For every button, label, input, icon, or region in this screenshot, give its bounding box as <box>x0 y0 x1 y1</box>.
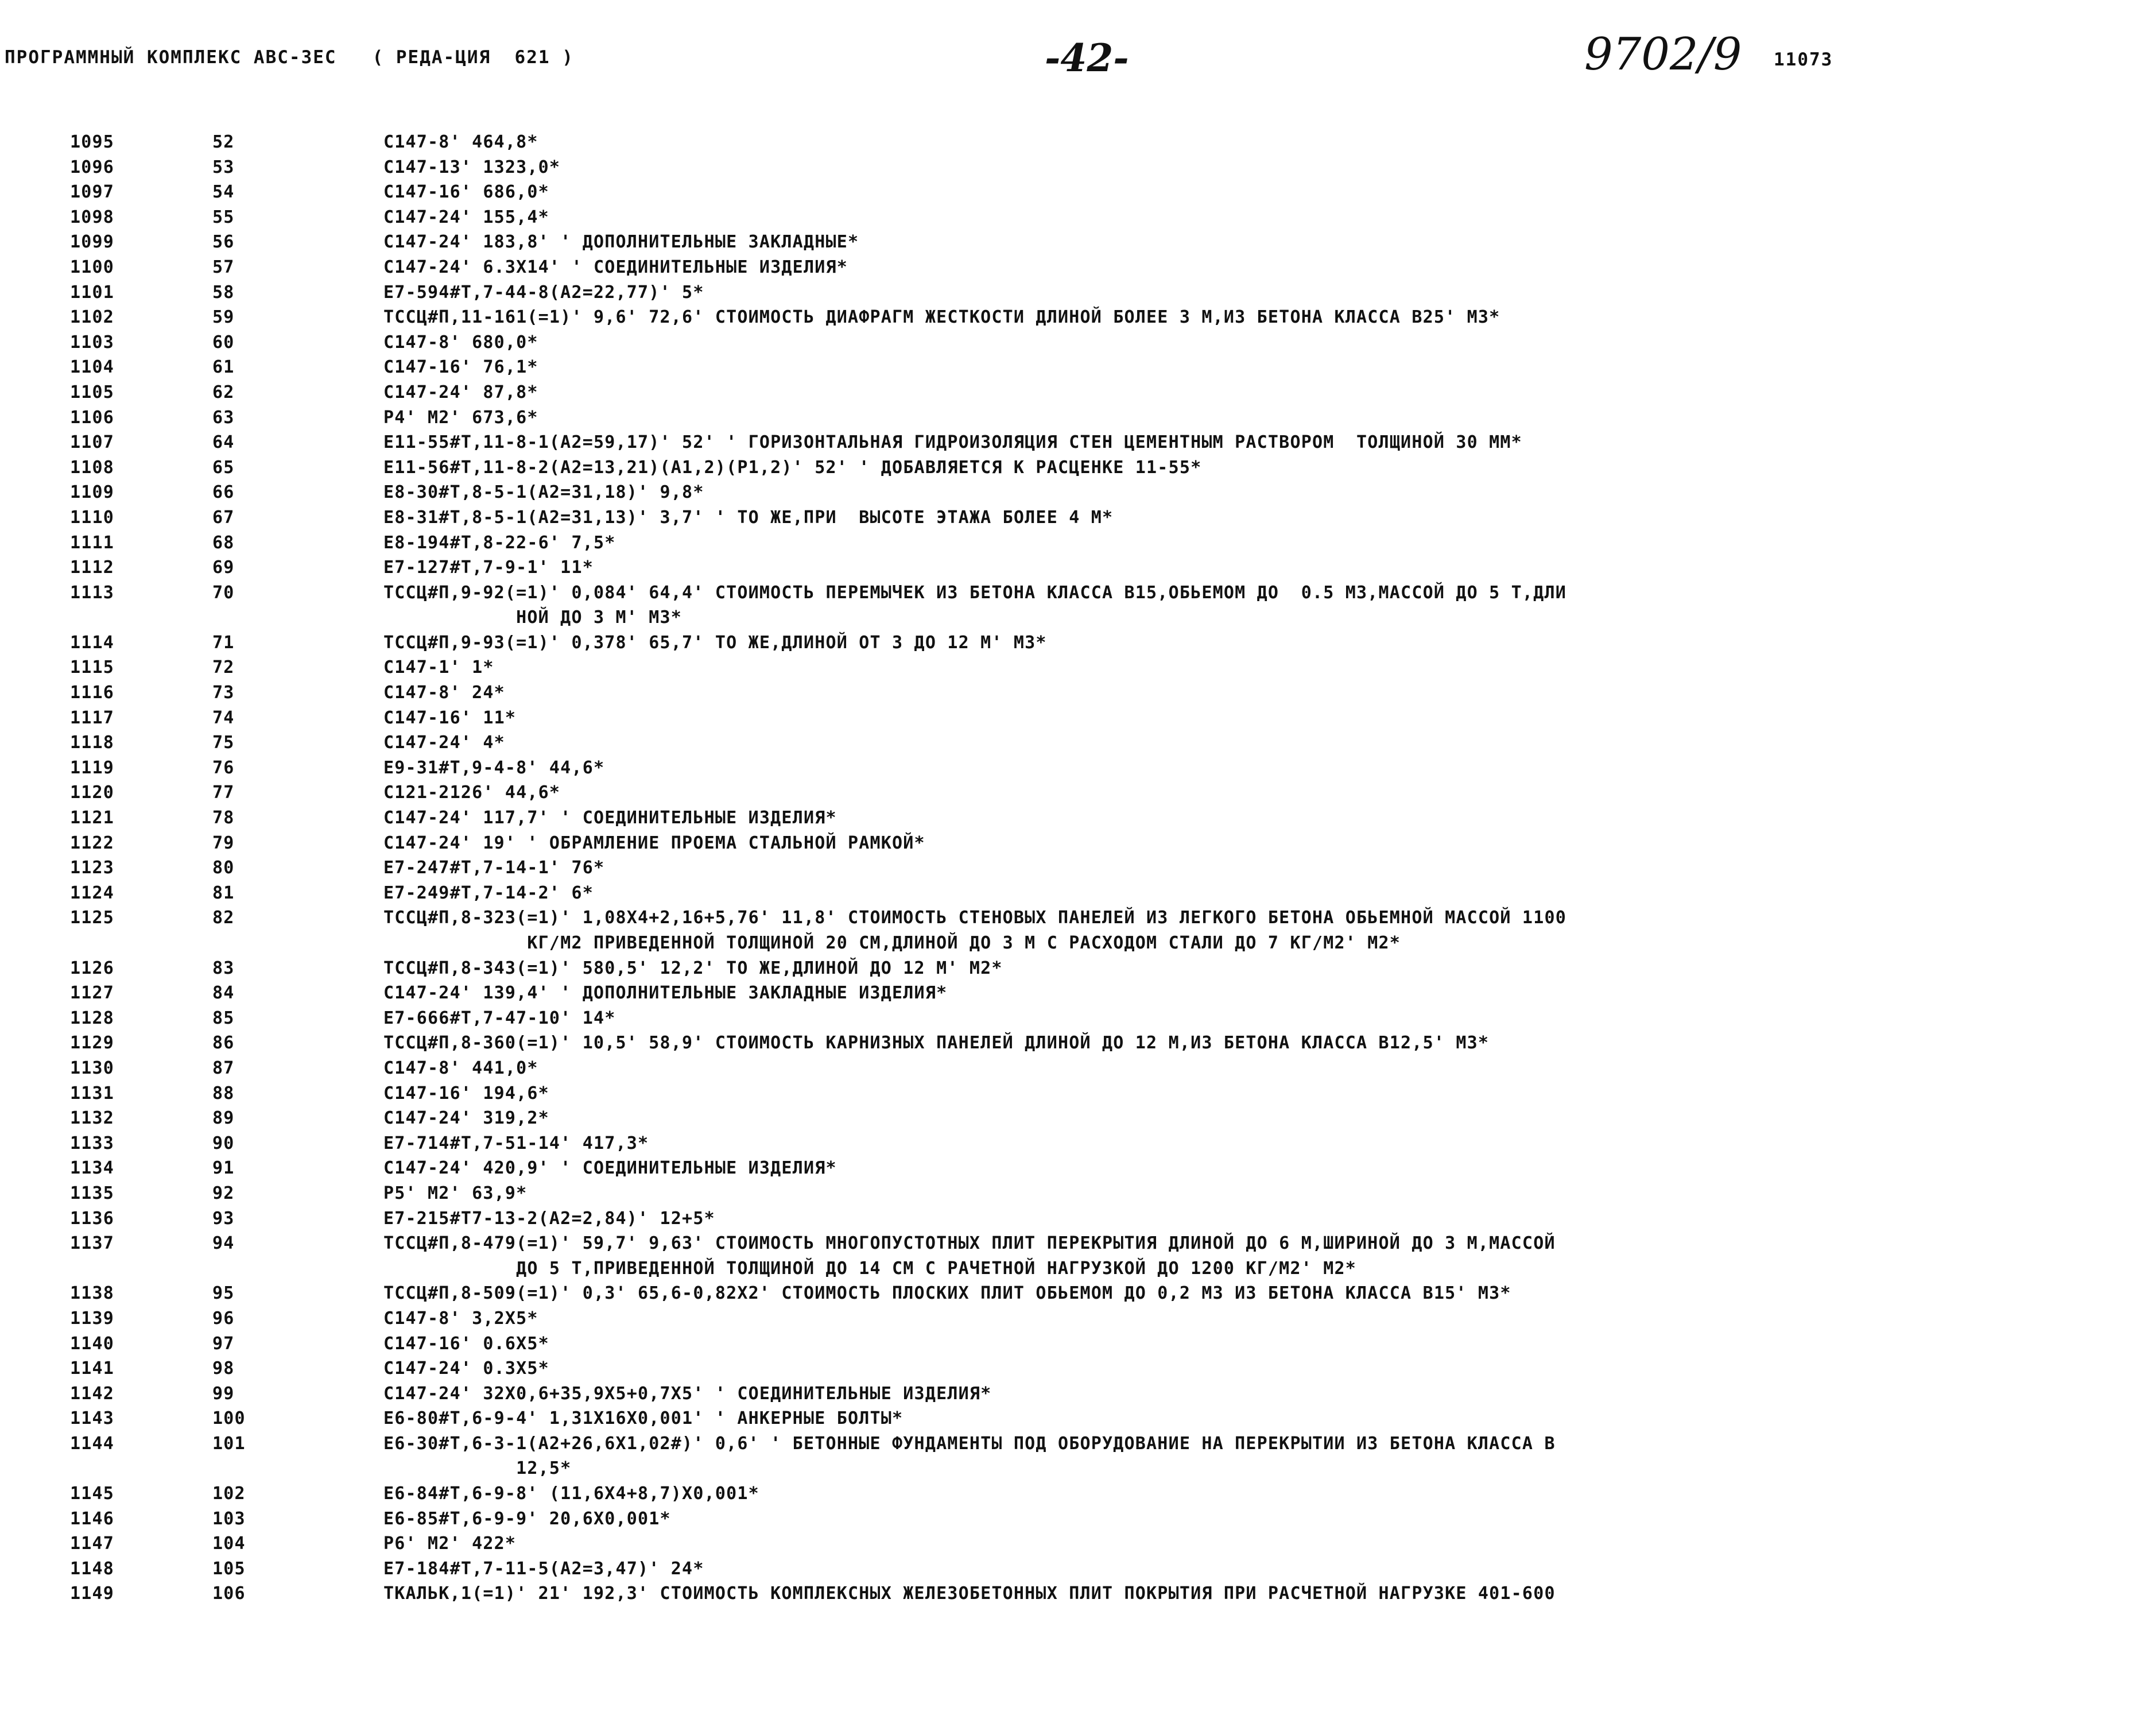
item-number: 91 <box>212 1158 235 1179</box>
listing-row <box>0 580 2147 630</box>
item-number: 74 <box>212 707 235 728</box>
line-number: 1125 <box>70 908 115 928</box>
item-number: 79 <box>212 833 235 853</box>
entry-text: Е11-55#Т,11-8-1(А2=59,17)' 52' ' ГОРИЗОНТАЛЬНАЯ ГИДРОИЗОЛЯЦИЯ СТЕН ЦЕМЕНТНЫМ РАСТВОРОМ ТОЛЩИНОЙ 30 ММ* <box>383 432 1522 453</box>
item-number: 77 <box>212 783 235 803</box>
item-number: 95 <box>212 1283 235 1304</box>
line-number: 1106 <box>70 407 115 428</box>
entry-text: С147-16' 11* <box>383 707 517 728</box>
line-number: 1116 <box>70 683 115 703</box>
entry-text: Е7-184#Т,7-11-5(А2=3,47)' 24* <box>383 1558 704 1579</box>
listing-row <box>0 981 2147 1006</box>
program-header: ПРОГРАММНЫЙ КОМПЛЕКС АВС-3ЕС ( РЕДА-ЦИЯ 621 ) <box>5 47 574 68</box>
line-number: 1115 <box>70 657 115 678</box>
entry-text: Р5' М2' 63,9* <box>383 1183 528 1203</box>
entry-text: Е7-215#Т7-13-2(А2=2,84)' 12+5* <box>383 1208 715 1229</box>
entry-text: ТССЦ#П,9-93(=1)' 0,378' 65,7' ТО ЖЕ,ДЛИНОЙ ОТ 3 ДО 12 М' М3* <box>383 632 1047 653</box>
listing-row <box>0 531 2147 556</box>
entry-text: ТССЦ#П,8-509(=1)' 0,3' 65,6-0,82Х2' СТОИМОСТЬ ПЛОСКИХ ПЛИТ ОБЬЕМОМ ДО 0,2 М3 ИЗ БЕТОНА КЛАССА В15' М3* <box>383 1283 1511 1304</box>
listing-row <box>0 956 2147 981</box>
item-number: 63 <box>212 407 235 428</box>
line-number: 1129 <box>70 1033 115 1054</box>
line-number: 1141 <box>70 1358 115 1379</box>
entry-text: Е8-194#Т,8-22-6' 7,5* <box>383 532 616 553</box>
item-number: 85 <box>212 1008 235 1028</box>
line-number: 1098 <box>70 207 115 227</box>
listing-row <box>0 1181 2147 1206</box>
entry-text: Р4' М2' 673,6* <box>383 407 538 428</box>
entry-text: С147-24' 32Х0,6+35,9Х5+0,7Х5' ' СОЕДИНИТЕЛЬНЫЕ ИЗДЕЛИЯ* <box>383 1383 992 1404</box>
item-number: 61 <box>212 357 235 378</box>
item-number: 64 <box>212 432 235 453</box>
listing-row <box>0 1507 2147 1532</box>
line-number: 1145 <box>70 1484 115 1504</box>
entry-text: Е6-30#Т,6-3-1(А2+26,6Х1,02#)' 0,6' ' БЕТОННЫЕ ФУНДАМЕНТЫ ПОД ОБОРУДОВАНИЕ НА ПЕРЕКРЫТИИ ИЗ БЕТОНА КЛАССА В 12,5* <box>383 1433 1556 1479</box>
listing-row <box>0 405 2147 431</box>
listing-row <box>0 905 2147 955</box>
listing-row <box>0 505 2147 531</box>
entry-text: Е7-127#Т,7-9-1' 11* <box>383 557 594 578</box>
entry-text: С147-8' 464,8* <box>383 132 538 152</box>
line-number: 1120 <box>70 783 115 803</box>
item-number: 101 <box>212 1433 246 1454</box>
listing-row <box>0 1281 2147 1306</box>
entry-text: С147-24' 139,4' ' ДОПОЛНИТЕЛЬНЫЕ ЗАКЛАДНЫЕ ИЗДЕЛИЯ* <box>383 983 948 1004</box>
line-number: 1110 <box>70 507 115 528</box>
item-number: 69 <box>212 557 235 578</box>
listing-row <box>0 706 2147 731</box>
entry-text: ТССЦ#П,8-343(=1)' 580,5' 12,2' ТО ЖЕ,ДЛИНОЙ ДО 12 М' М2* <box>383 958 1003 978</box>
line-number: 1112 <box>70 557 115 578</box>
line-number: 1103 <box>70 332 115 353</box>
listing-row <box>0 730 2147 756</box>
listing-row <box>0 806 2147 831</box>
entry-text: С147-13' 1323,0* <box>383 157 561 177</box>
item-number: 104 <box>212 1534 246 1554</box>
listing-row <box>0 1081 2147 1106</box>
item-number: 78 <box>212 808 235 828</box>
line-number: 1109 <box>70 482 115 503</box>
line-number: 1123 <box>70 858 115 878</box>
item-number: 88 <box>212 1083 235 1104</box>
page-number: -42- <box>1045 36 1129 80</box>
listing-row <box>0 630 2147 656</box>
item-number: 92 <box>212 1183 235 1203</box>
line-number: 1138 <box>70 1283 115 1304</box>
item-number: 106 <box>212 1583 246 1604</box>
entry-text: С121-2126' 44,6* <box>383 783 561 803</box>
line-number: 1128 <box>70 1008 115 1028</box>
listing-row <box>0 855 2147 881</box>
item-number: 75 <box>212 733 235 753</box>
item-number: 71 <box>212 632 235 653</box>
document-number: 11073 <box>1774 49 1833 70</box>
item-number: 90 <box>212 1133 235 1153</box>
entry-text: ТКАЛЬК,1(=1)' 21' 192,3' СТОИМОСТЬ КОМПЛЕКСНЫХ ЖЕЛЕЗОБЕТОННЫХ ПЛИТ ПОКРЫТИЯ ПРИ РАСЧЕТНОЙ НАГРУЗКЕ 401-600 <box>383 1583 1556 1604</box>
entry-text: Е6-80#Т,6-9-4' 1,31Х16Х0,001' ' АНКЕРНЫЕ БОЛТЫ* <box>383 1408 903 1429</box>
item-number: 99 <box>212 1383 235 1404</box>
line-number: 1130 <box>70 1058 115 1078</box>
line-number: 1142 <box>70 1383 115 1404</box>
listing-row <box>0 1331 2147 1357</box>
item-number: 96 <box>212 1308 235 1329</box>
entry-text: С147-24' 87,8* <box>383 382 538 402</box>
item-number: 66 <box>212 482 235 503</box>
line-number: 1149 <box>70 1583 115 1604</box>
entry-text: Е7-247#Т,7-14-1' 76* <box>383 858 605 878</box>
item-number: 56 <box>212 232 235 253</box>
listing-row <box>0 1006 2147 1031</box>
line-number: 1111 <box>70 532 115 553</box>
line-number: 1139 <box>70 1308 115 1329</box>
entry-text: Е7-249#Т,7-14-2' 6* <box>383 882 594 903</box>
line-number: 1134 <box>70 1158 115 1179</box>
item-number: 53 <box>212 157 235 177</box>
line-number: 1147 <box>70 1534 115 1554</box>
item-number: 83 <box>212 958 235 978</box>
item-number: 55 <box>212 207 235 227</box>
listing-row <box>0 1206 2147 1232</box>
listing-row <box>0 1581 2147 1606</box>
line-number: 1107 <box>70 432 115 453</box>
entry-text: Е8-30#Т,8-5-1(А2=31,18)' 9,8* <box>383 482 704 503</box>
entry-text: С147-8' 680,0* <box>383 332 538 353</box>
entry-text: Е8-31#Т,8-5-1(А2=31,13)' 3,7' ' ТО ЖЕ,ПРИ ВЫСОТЕ ЭТАЖА БОЛЕЕ 4 М* <box>383 507 1114 528</box>
line-number: 1136 <box>70 1208 115 1229</box>
listing-row <box>0 1356 2147 1381</box>
line-number: 1124 <box>70 882 115 903</box>
listing-row <box>0 1381 2147 1407</box>
listing-row <box>0 780 2147 806</box>
item-number: 57 <box>212 257 235 277</box>
item-number: 52 <box>212 132 235 152</box>
item-number: 76 <box>212 757 235 778</box>
item-number: 59 <box>212 307 235 328</box>
entry-text: С147-24' 6.3Х14' ' СОЕДИНИТЕЛЬНЫЕ ИЗДЕЛИЯ* <box>383 257 848 277</box>
line-number: 1097 <box>70 182 115 203</box>
entry-text: Е7-594#Т,7-44-8(А2=22,77)' 5* <box>383 282 704 303</box>
listing-row <box>0 455 2147 481</box>
line-number: 1114 <box>70 632 115 653</box>
line-number: 1137 <box>70 1233 115 1254</box>
line-number: 1143 <box>70 1408 115 1429</box>
listing-row <box>0 155 2147 180</box>
entry-text: С147-8' 441,0* <box>383 1058 538 1078</box>
listing-row <box>0 280 2147 305</box>
entry-text: С147-8' 24* <box>383 683 505 703</box>
entry-text: Е6-84#Т,6-9-8' (11,6Х4+8,7)Х0,001* <box>383 1484 759 1504</box>
item-number: 87 <box>212 1058 235 1078</box>
listing-row <box>0 380 2147 405</box>
item-number: 82 <box>212 908 235 928</box>
entry-text: С147-24' 117,7' ' СОЕДИНИТЕЛЬНЫЕ ИЗДЕЛИЯ* <box>383 808 837 828</box>
line-number: 1099 <box>70 232 115 253</box>
entry-text: Е11-56#Т,11-8-2(А2=13,21)(А1,2)(Р1,2)' 52' ' ДОБАВЛЯЕТСЯ К РАСЦЕНКЕ 11-55* <box>383 457 1202 478</box>
line-number: 1119 <box>70 757 115 778</box>
line-number: 1102 <box>70 307 115 328</box>
listing-row <box>0 230 2147 255</box>
listing-row <box>0 1231 2147 1281</box>
listing-row <box>0 130 2147 155</box>
item-number: 58 <box>212 282 235 303</box>
item-number: 103 <box>212 1508 246 1529</box>
handwritten-note: 9702/9 <box>1584 29 1742 80</box>
item-number: 60 <box>212 332 235 353</box>
listing-row <box>0 205 2147 230</box>
item-number: 68 <box>212 532 235 553</box>
line-number: 1148 <box>70 1558 115 1579</box>
listing-row <box>0 1531 2147 1556</box>
line-number: 1121 <box>70 808 115 828</box>
item-number: 62 <box>212 382 235 402</box>
entry-text: ТССЦ#П,9-92(=1)' 0,084' 64,4' СТОИМОСТЬ ПЕРЕМЫЧЕК ИЗ БЕТОНА КЛАССА В15,ОБЬЕМОМ ДО 0.5 М3,МАССОЙ ДО 5 Т,ДЛИ НОЙ ДО 3 М' М3* <box>383 582 1566 628</box>
item-number: 102 <box>212 1484 246 1504</box>
listing-row <box>0 655 2147 680</box>
line-number: 1096 <box>70 157 115 177</box>
item-number: 84 <box>212 983 235 1004</box>
listing-row <box>0 305 2147 330</box>
entry-text: С147-24' 0.3Х5* <box>383 1358 549 1379</box>
line-number: 1095 <box>70 132 115 152</box>
entry-text: С147-24' 420,9' ' СОЕДИНИТЕЛЬНЫЕ ИЗДЕЛИЯ* <box>383 1158 837 1179</box>
item-number: 89 <box>212 1108 235 1129</box>
line-number: 1100 <box>70 257 115 277</box>
listing-row <box>0 680 2147 706</box>
line-number: 1122 <box>70 833 115 853</box>
item-number: 65 <box>212 457 235 478</box>
listing-row <box>0 180 2147 205</box>
item-number: 86 <box>212 1033 235 1054</box>
item-number: 93 <box>212 1208 235 1229</box>
listing-row <box>0 881 2147 906</box>
listing-row <box>0 355 2147 380</box>
line-number: 1132 <box>70 1108 115 1129</box>
entry-text: С147-16' 194,6* <box>383 1083 549 1104</box>
listing-row <box>0 480 2147 505</box>
listing-row <box>0 1406 2147 1431</box>
item-number: 100 <box>212 1408 246 1429</box>
item-number: 54 <box>212 182 235 203</box>
listing-row <box>0 1106 2147 1131</box>
listing-row <box>0 255 2147 280</box>
line-number: 1105 <box>70 382 115 402</box>
line-number: 1126 <box>70 958 115 978</box>
item-number: 67 <box>212 507 235 528</box>
line-number: 1144 <box>70 1433 115 1454</box>
entry-text: С147-24' 19' ' ОБРАМЛЕНИЕ ПРОЕМА СТАЛЬНОЙ РАМКОЙ* <box>383 833 925 853</box>
listing-row <box>0 1056 2147 1081</box>
listing-row <box>0 1306 2147 1331</box>
line-number: 1146 <box>70 1508 115 1529</box>
entry-text: Е9-31#Т,9-4-8' 44,6* <box>383 757 605 778</box>
entry-text: ТССЦ#П,8-323(=1)' 1,08Х4+2,16+5,76' 11,8' СТОИМОСТЬ СТЕНОВЫХ ПАНЕЛЕЙ ИЗ ЛЕГКОГО БЕТОНА ОБЬЕМНОЙ МАССОЙ 1100 КГ/М2 ПРИВЕДЕННОЙ ТОЛЩИНОЙ 20 СМ,ДЛИНОЙ ДО 3 М С РАСХОДОМ СТАЛИ ДО 7 КГ/М2' М2* <box>383 908 1566 953</box>
listing-row <box>0 555 2147 580</box>
entry-text: С147-24' 4* <box>383 733 505 753</box>
entry-text: ТССЦ#П,11-161(=1)' 9,6' 72,6' СТОИМОСТЬ ДИАФРАГМ ЖЕСТКОСТИ ДЛИНОЙ БОЛЕЕ 3 М,ИЗ БЕТОНА КЛАССА В25' М3* <box>383 307 1500 328</box>
listing-row <box>0 1156 2147 1181</box>
line-number: 1131 <box>70 1083 115 1104</box>
entry-text: С147-24' 155,4* <box>383 207 549 227</box>
listing-row <box>0 756 2147 781</box>
entry-text: Р6' М2' 422* <box>383 1534 517 1554</box>
listing-row <box>0 831 2147 856</box>
listing-row <box>0 1481 2147 1507</box>
entry-text: С147-16' 0.6Х5* <box>383 1333 549 1354</box>
entry-text: С147-16' 686,0* <box>383 182 549 203</box>
listing-row <box>0 1556 2147 1582</box>
item-number: 94 <box>212 1233 235 1254</box>
line-number: 1117 <box>70 707 115 728</box>
entry-text: Е6-85#Т,6-9-9' 20,6Х0,001* <box>383 1508 671 1529</box>
line-number: 1101 <box>70 282 115 303</box>
entry-text: Е7-666#Т,7-47-10' 14* <box>383 1008 616 1028</box>
entry-text: ТССЦ#П,8-479(=1)' 59,7' 9,63' СТОИМОСТЬ МНОГОПУСТОТНЫХ ПЛИТ ПЕРЕКРЫТИЯ ДЛИНОЙ ДО 6 М,ШИРИНОЙ ДО 3 М,МАССОЙ ДО 5 Т,ПРИВЕДЕННОЙ ТОЛЩИНОЙ ДО 14 СМ С РАЧЕТНОЙ НАГРУЗКОЙ ДО 1200 КГ/М2' М2* <box>383 1233 1556 1279</box>
listing-row <box>0 1131 2147 1156</box>
item-number: 97 <box>212 1333 235 1354</box>
listing-row <box>0 1031 2147 1056</box>
item-number: 80 <box>212 858 235 878</box>
line-number: 1113 <box>70 582 115 603</box>
item-number: 105 <box>212 1558 246 1579</box>
line-number: 1133 <box>70 1133 115 1153</box>
line-number: 1127 <box>70 983 115 1004</box>
entry-text: С147-8' 3,2Х5* <box>383 1308 538 1329</box>
listing-row <box>0 1431 2147 1481</box>
line-number: 1135 <box>70 1183 115 1203</box>
listing-row <box>0 330 2147 355</box>
item-number: 72 <box>212 657 235 678</box>
item-number: 81 <box>212 882 235 903</box>
listing-row <box>0 430 2147 455</box>
entry-text: С147-16' 76,1* <box>383 357 538 378</box>
line-number: 1108 <box>70 457 115 478</box>
listing-body <box>0 130 2147 1606</box>
entry-text: Е7-714#Т,7-51-14' 417,3* <box>383 1133 649 1153</box>
item-number: 70 <box>212 582 235 603</box>
line-number: 1118 <box>70 733 115 753</box>
item-number: 73 <box>212 683 235 703</box>
entry-text: С147-1' 1* <box>383 657 494 678</box>
item-number: 98 <box>212 1358 235 1379</box>
entry-text: ТССЦ#П,8-360(=1)' 10,5' 58,9' СТОИМОСТЬ КАРНИЗНЫХ ПАНЕЛЕЙ ДЛИНОЙ ДО 12 М,ИЗ БЕТОНА КЛАССА В12,5' М3* <box>383 1033 1490 1054</box>
line-number: 1140 <box>70 1333 115 1354</box>
entry-text: С147-24' 319,2* <box>383 1108 549 1129</box>
entry-text: С147-24' 183,8' ' ДОПОЛНИТЕЛЬНЫЕ ЗАКЛАДНЫЕ* <box>383 232 859 253</box>
line-number: 1104 <box>70 357 115 378</box>
